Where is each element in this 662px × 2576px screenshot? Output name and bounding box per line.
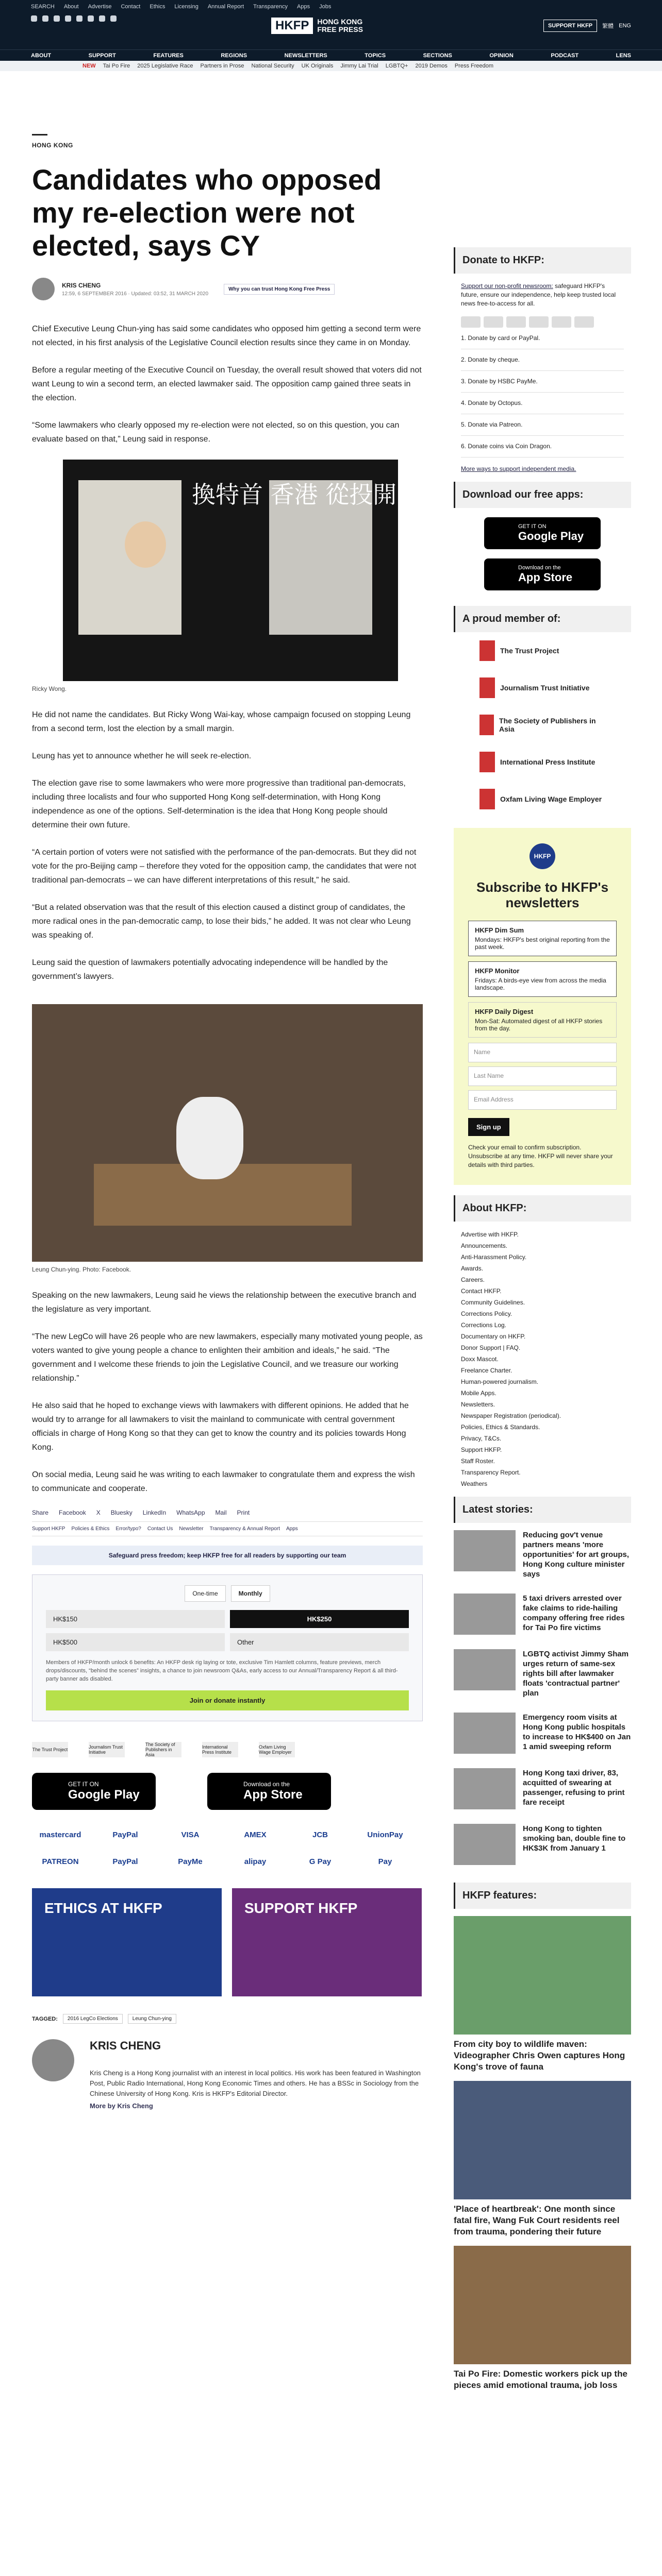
jcb-icon [574,316,594,328]
footer-link[interactable]: Newsletter [179,1526,204,1532]
freq-one-time[interactable]: One-time [185,1585,225,1602]
about-link[interactable]: Donor Support | FAQ. [461,1344,521,1351]
sign-up-button[interactable]: Sign up [468,1118,509,1136]
amount-option[interactable]: Other [230,1633,409,1651]
threads-icon[interactable] [65,15,71,22]
sidebar [454,247,631,2399]
newsletter-signup [454,828,631,1185]
name-field[interactable]: Name [468,1043,617,1062]
app-store-links [32,1773,423,1810]
trending-link[interactable]: Press Freedom [454,63,494,69]
about-link[interactable]: Staff Roster. [461,1458,495,1465]
donate-option[interactable]: 3. Donate by HSBC PayMe. [461,371,624,393]
topbar-link[interactable]: Transparency [253,4,288,10]
mastercard-icon[interactable]: mastercard [39,1830,81,1839]
site-header [0,13,662,49]
trust-project-logo[interactable]: The Trust Project [32,1742,68,1757]
top-utility-bar [0,0,662,13]
amex-icon[interactable]: AMEX [244,1830,267,1839]
nav-item[interactable]: NEWSLETTERS [284,52,327,59]
store-label: Download on the [243,1781,290,1788]
trending-link[interactable]: 2025 Legislative Race [137,63,193,69]
share-bluesky[interactable]: Bluesky [110,1509,133,1516]
story-thumbnail[interactable] [454,1824,516,1865]
rss-icon[interactable] [110,15,117,22]
member-logo[interactable]: The Trust Project [454,632,631,669]
topbar-link[interactable]: Contact [121,4,141,10]
topbar-link[interactable]: Advertise [88,4,112,10]
latest-heading: Latest stories: [454,1497,631,1523]
image-caption: Ricky Wong. [32,685,67,692]
article-paragraph: On social media, Leung said he was writing to each lawmaker to congratulate them and express the wish to communicate and cooperate. [32,1470,415,1493]
nav-item[interactable]: ABOUT [31,52,52,59]
share-label: Share [32,1509,49,1516]
about-link[interactable]: Corrections Policy. [461,1310,512,1317]
app-store-button[interactable] [484,558,601,590]
share-print[interactable]: Print [237,1509,250,1516]
image-caption: Leung Chun-ying. Photo: Facebook. [32,1266,131,1273]
story-thumbnail[interactable] [454,1768,516,1809]
more-by-author-link[interactable]: More by Kris Cheng [90,2102,153,2110]
latest-story[interactable]: Emergency room visits at Hong Kong public hospitals to increase to HK$400 on Jan 1 amid sweeping reform [454,1705,631,1761]
about-link[interactable]: Human-powered journalism. [461,1378,539,1385]
card-icons [461,316,624,328]
ipi-logo[interactable]: International Press Institute [202,1742,238,1757]
jcb-icon[interactable]: JCB [312,1830,328,1839]
article-paragraph: “But a related observation was that the result of this election caused a distinct group of candidates, the more radical ones in the pan-democratic camp, to lose their bids,” he added. It was not clear who Leung was speaking of. [32,903,411,940]
trust-link[interactable]: Why you can trust Hong Kong Free Press [224,284,335,295]
nav-item[interactable]: TOPICS [365,52,386,59]
trust-badges [32,1742,423,1757]
latest-story[interactable]: Hong Kong taxi driver, 83, acquitted of swearing at passenger, refusing to print fare receipt [454,1761,631,1817]
store-label: GET IT ON [68,1781,99,1788]
feature-story[interactable]: Tai Po Fire: Domestic workers pick up the pieces amid emotional trauma, job loss [454,2246,631,2391]
newsletter-note: Check your email to confirm subscription. Unsubscribe at any time. HKFP will never share your details with third parties. [468,1144,613,1168]
article-title: Candidates who opposed my re-election were not elected, says CY [32,163,382,262]
donation-widget [32,1574,423,1721]
nav-item[interactable]: OPINION [489,52,514,59]
lang-switch-en[interactable]: ENG [619,23,631,29]
footer-link[interactable]: Error/typo? [115,1526,141,1532]
article-paragraph: “A certain portion of voters were not satisfied with the performance of the pan-democrats. But they did not vote for the pro-Beijing camp – therefore they voted for the opposition camp, the candidates that were not traditional pan-democrats – we can have different interpretations of this result,” he said. [32,848,417,885]
story-thumbnail[interactable] [454,1649,516,1690]
about-link[interactable]: Transparency Report. [461,1469,521,1476]
article-paragraph: He did not name the candidates. But Ricky Wong Wai-kay, whose campaign focused on stopping Leung from a second term, lost the election by a small margin. [32,710,411,733]
article-paragraph: The election gave rise to some lawmakers who were more progressive than traditional pan-democrats, including three localists and four who supported Hong Kong self-determination, with Hong Kong independence as one of the options. Self-determination is the idea that Hong Kong people should determine their own future. [32,779,406,829]
share-whatsapp[interactable]: WhatsApp [176,1509,205,1516]
article-paragraph: He also said that he hoped to exchange views with lawmakers with different opinions. He added that he would try to arrange for all lawmakers to visit the mainland to communicate with central government officials in charge of Hong Kong so that they can get to know the country and its policies towards Hong Kong. [32,1401,409,1452]
footer-link[interactable]: Support HKFP [32,1526,65,1532]
ethics-banner[interactable]: ETHICS AT HKFP [32,1888,222,1996]
article-category[interactable]: HONG KONG [32,142,73,149]
latest-story[interactable]: Reducing gov't venue partners means 'more opportunities' for art groups, Hong Kong culture minister says [454,1523,631,1586]
author-avatar[interactable] [32,278,55,300]
about-link[interactable]: Newspaper Registration (periodical). [461,1412,561,1419]
trending-link[interactable]: Jimmy Lai Trial [340,63,378,69]
donate-option[interactable]: 1. Donate by card or PayPal. [461,328,624,349]
nav-item[interactable]: SECTIONS [423,52,452,59]
article-paragraph: Leung said the question of lawmakers potentially advocating independence will be handled by the government’s lawyers. [32,958,388,981]
features-heading: HKFP features: [454,1883,631,1909]
about-link[interactable]: Contact HKFP. [461,1287,502,1295]
store-label: GET IT ON [518,523,547,530]
trending-link[interactable]: 2019 Demos [415,63,448,69]
unionpay-icon[interactable]: UnionPay [367,1830,403,1839]
donate-option[interactable]: 4. Donate by Octopus. [461,393,624,414]
payme-icon[interactable]: PayMe [178,1857,203,1866]
story-thumbnail[interactable] [454,1530,516,1571]
unionpay-icon [552,316,571,328]
main-nav [0,49,662,61]
about-link[interactable]: Awards. [461,1265,484,1272]
person-shape [176,1097,243,1179]
footer-link[interactable]: Apps [286,1526,298,1532]
latest-story[interactable]: Hong Kong to tighten smoking ban, double fine to HK$3K from January 1 [454,1817,631,1872]
share-facebook[interactable]: Facebook [59,1509,86,1516]
member-logo[interactable]: Oxfam Living Wage Employer [454,781,631,818]
store-name: Google Play [518,530,584,543]
about-link[interactable]: Freelance Charter. [461,1367,512,1374]
share-mail[interactable]: Mail [215,1509,227,1516]
amex-icon [506,316,526,328]
member-logo[interactable]: Journalism Trust Initiative [454,669,631,706]
last-name-field[interactable]: Last Name [468,1066,617,1086]
topbar-link[interactable]: About [63,4,79,10]
apps-heading: Download our free apps: [454,482,631,508]
promo-banners [32,1888,423,1996]
about-link[interactable]: Privacy, T&Cs. [461,1435,502,1442]
google-play-button[interactable] [32,1773,156,1810]
store-name: Google Play [68,1788,140,1802]
author-box [32,2039,423,2110]
about-link[interactable]: Anti-Harassment Policy. [461,1253,527,1261]
logo-mark: HKFP [271,18,313,34]
topbar-link[interactable]: Ethics [150,4,166,10]
article-paragraph: Leung has yet to announce whether he will seek re-election. [32,752,252,760]
amount-option[interactable]: HK$500 [46,1633,225,1651]
about-link[interactable]: Policies, Ethics & Standards. [461,1423,540,1431]
youtube-icon[interactable] [76,15,82,22]
trending-link[interactable]: National Security [251,63,294,69]
about-link[interactable]: Doxx Mascot. [461,1355,499,1363]
share-x[interactable]: X [96,1509,101,1516]
donate-option[interactable]: 5. Donate via Patreon. [461,414,624,436]
social-icons [31,15,117,22]
nav-item[interactable]: REGIONS [221,52,247,59]
publish-date: 12:59, 6 SEPTEMBER 2016 · Updated: 03:52, 31 MARCH 2020 [62,291,209,297]
trending-bar [0,61,662,71]
member-logo[interactable]: The Society of Publishers in Asia [454,706,631,743]
amount-option-selected[interactable]: HK$250 [230,1610,409,1628]
about-link[interactable]: Careers. [461,1276,485,1283]
donate-text: safeguard HKFP's future, ensure our independence, help keep trusted local news free-to-access for all. [461,282,616,307]
member-logo[interactable]: International Press Institute [454,743,631,781]
topbar-link[interactable]: Licensing [174,4,198,10]
mastercard-icon [461,316,481,328]
feature-image[interactable] [454,1916,631,2035]
article-paragraph: “The new LegCo will have 26 people who are new lawmakers, especially many motivated young people, as voters wanted to give young people a chance to enlighten their ambition and ideals,” he said. “The government and I welcome these friends to join the Legislative Council, and we treasure our working relationship.” [32,1332,423,1383]
linkedin-icon[interactable] [88,15,94,22]
oxfam-logo[interactable]: Oxfam Living Wage Employer [259,1742,295,1757]
tag[interactable]: 2016 LegCo Elections [63,2014,123,2024]
lang-switch-zh[interactable]: 繁體 [602,23,614,29]
paypal-icon [529,316,549,328]
article-paragraph: Before a regular meeting of the Executive Council on Tuesday, the overall result showed that voters did not want Leung to win a second term, an elected lawmaker said. The opposition camp gained three seats in the election. [32,366,422,402]
store-label: Download on the [518,565,561,571]
trending-link[interactable]: UK Originals [301,63,334,69]
facebook-icon[interactable] [31,15,37,22]
nav-item[interactable]: LENS [616,52,631,59]
feature-image[interactable] [454,2246,631,2364]
more-ways-link[interactable]: More ways to support independent media. [461,465,576,472]
about-link[interactable]: Community Guidelines. [461,1299,525,1306]
about-link[interactable]: Documentary on HKFP. [461,1333,526,1340]
amount-option[interactable]: HK$150 [46,1610,225,1628]
tag[interactable]: Leung Chun-ying [128,2014,176,2024]
nav-item[interactable]: PODCAST [551,52,579,59]
article-paragraph: “Some lawmakers who clearly opposed my re-election were not elected, so on this question, you can evaluate based on that,” Leung said in response. [32,421,400,444]
telegram-icon[interactable] [99,15,105,22]
author-name[interactable]: KRIS CHENG [62,281,101,289]
support-button[interactable]: SUPPORT HKFP [543,20,597,32]
support-banner[interactable]: SUPPORT HKFP [232,1888,422,1996]
article-paragraph: Speaking on the new lawmakers, Leung said he views the relationship between the executive branch and the legislature as very important. [32,1291,417,1314]
site-logo[interactable] [271,18,363,34]
tags [32,2014,423,2024]
hkfp-logo-icon: HKFP [529,843,555,869]
trending-link[interactable]: Partners in Prose [200,63,244,69]
article-image-leung [32,1004,423,1262]
trending-link[interactable]: LGBTQ+ [385,63,408,69]
search-link[interactable]: SEARCH [31,4,55,10]
about-link[interactable]: Newsletters. [461,1401,495,1408]
amount-options [46,1610,409,1651]
latest-story[interactable]: 5 taxi drivers arrested over fake claims to ride-hailing company offering free rides for Tai Po fire victims [454,1586,631,1642]
about-list [454,1222,631,1497]
visa-icon[interactable]: VISA [181,1830,200,1839]
about-link[interactable]: Announcements. [461,1242,508,1249]
donate-option[interactable]: 2. Donate by cheque. [461,349,624,371]
feature-story[interactable]: From city boy to wildlife maven: Videographer Chris Owen captures Hong Kong's trove of fauna [454,1916,631,2073]
email-field[interactable]: Email Address [468,1090,617,1110]
topbar-link[interactable]: Jobs [319,4,332,10]
about-link[interactable]: Corrections Log. [461,1321,507,1329]
feature-story[interactable]: 'Place of heartbreak': One month since fatal fire, Wang Fuk Court residents reel from trauma, pondering their future [454,2081,631,2238]
visa-icon [484,316,503,328]
poster-left [78,480,181,635]
author-box-name[interactable]: KRIS CHENG [90,2039,161,2052]
member-heading: A proud member of: [454,606,631,632]
patreon-icon[interactable]: PATREON [42,1857,79,1866]
about-link[interactable]: Advertise with HKFP. [461,1231,519,1238]
article-footer-links [32,1521,423,1536]
about-link[interactable]: Weathers [461,1480,488,1487]
google-play-button[interactable] [484,517,601,549]
author-box-avatar[interactable] [32,2039,74,2081]
article-paragraph: Chief Executive Leung Chun-ying has said some candidates who opposed him getting a second term were not elected, in his first analysis of the Legislative Council election results since they came in on Monday. [32,325,421,347]
jti-logo[interactable]: Journalism Trust Initiative [89,1742,125,1757]
membership-note: Members of HKFP/month unlock 6 benefits: An HKFP desk rig laying or tote, exclusive Tim Hamlett columns, feature previews, merch drops/discounts, “behind the scenes” insights, a chance to join newsroom Q&As, early access to our Annual/Transparency Report & all third-party banner ads disabled. [46,1659,398,1682]
about-heading: About HKFP: [454,1195,631,1222]
join-button[interactable]: Join or donate instantly [46,1690,409,1710]
donate-option[interactable]: 6. Donate coins via Coin Dragon. [461,436,624,457]
share-linkedin[interactable]: LinkedIn [142,1509,167,1516]
newsletter-title: Subscribe to HKFP's newsletters [476,879,609,910]
frequency-toggle [46,1585,409,1602]
x-icon[interactable] [42,15,48,22]
paypal-icon[interactable]: PayPal [112,1857,138,1866]
support-newsroom-link[interactable]: Support our non-profit newsroom: [461,282,553,290]
byline [32,278,423,300]
new-badge: NEW [82,63,96,69]
logo-text: HONG KONG FREE PRESS [317,18,363,33]
footer-link[interactable]: Transparency & Annual Report [209,1526,280,1532]
about-link[interactable]: Mobile Apps. [461,1389,496,1397]
topbar-link[interactable]: Apps [297,4,310,10]
instagram-icon[interactable] [54,15,60,22]
applepay-icon[interactable]: Pay [378,1857,392,1866]
safeguard-banner[interactable]: Safeguard press freedom; keep HKFP free for all readers by supporting our team [32,1546,423,1565]
author-bio: Kris Cheng is a Hong Kong journalist with an interest in local politics. His work has been featured in Washington Post, Public Radio International, Hong Kong Economic Times and others. He has a BSSc in Sociology from the Chinese University of Hong Kong. Kris is HKFP's Editorial Director. [90,2069,421,2097]
freq-monthly[interactable]: Monthly [231,1585,270,1602]
share-bar [32,1509,423,1516]
footer-link[interactable]: Contact Us [147,1526,173,1532]
tags-label: TAGGED: [32,2015,58,2022]
store-name: App Store [243,1788,303,1802]
app-store-button[interactable] [207,1773,331,1810]
newsletter-option[interactable]: HKFP Daily Digest Mon-Sat: Automated digest of all HKFP stories from the day. [468,1002,617,1038]
newsletter-option[interactable]: HKFP Dim Sum Mondays: HKFP's best original reporting from the past week. [468,921,617,956]
about-link[interactable]: Support HKFP. [461,1446,502,1453]
store-name: App Store [518,571,573,584]
donate-heading: Donate to HKFP: [454,247,631,274]
nav-item[interactable]: FEATURES [153,52,184,59]
nav-item[interactable]: SUPPORT [88,52,116,59]
topbar-link[interactable]: Annual Report [207,4,244,10]
footer-link[interactable]: Policies & Ethics [71,1526,110,1532]
paypal-icon[interactable]: PayPal [112,1830,138,1839]
story-thumbnail[interactable] [454,1713,516,1754]
newsletter-option[interactable]: HKFP Monitor Fridays: A birds-eye view from across the media landscape. [468,961,617,997]
article-image-ricky-wong [63,460,398,681]
latest-story[interactable]: LGBTQ activist Jimmy Sham urges return of same-sex rights bill after lawmaker floats 'contractual partner' plan [454,1642,631,1705]
article [32,134,423,2110]
payment-methods [32,1825,413,1871]
story-thumbnail[interactable] [454,1594,516,1635]
alipay-icon[interactable]: alipay [244,1857,267,1866]
trending-link[interactable]: Tai Po Fire [103,63,130,69]
poster-chinese-text: 換特首 香港 從投開 [192,481,397,509]
feature-image[interactable] [454,2081,631,2199]
gpay-icon[interactable]: G Pay [309,1857,332,1866]
sopa-logo[interactable]: The Society of Publishers in Asia [145,1742,181,1757]
kicker-divider [32,134,47,135]
